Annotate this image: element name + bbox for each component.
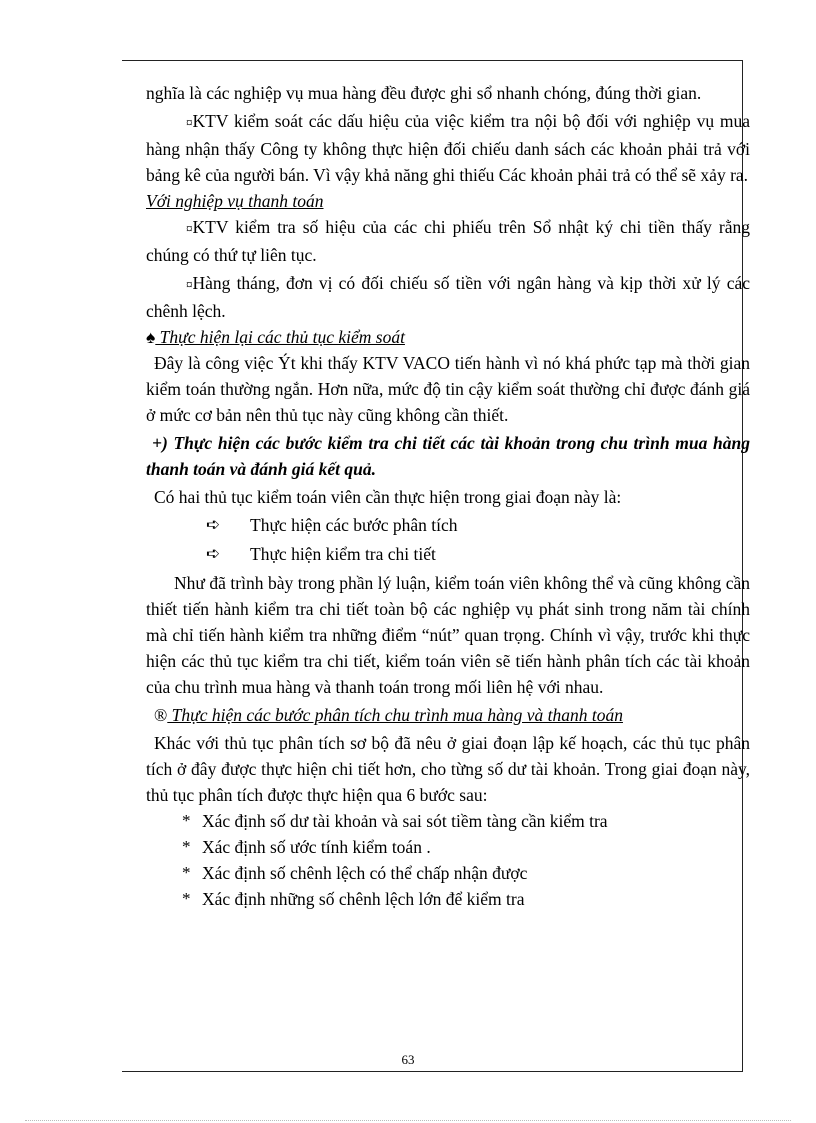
paragraph-cheque-check: ¤KTV kiểm tra số hiệu của các chi phiếu trên Sổ nhật ký chi tiền thấy rằng chúng có thứ tự liên tục.: [146, 217, 750, 265]
arrow-icon: ➪: [206, 543, 221, 563]
asterisk-icon: *: [182, 863, 191, 882]
asterisk-icon: *: [182, 837, 191, 856]
list-item: * Xác định số ước tính kiểm toán .: [146, 834, 750, 860]
bullet-icon: ¤: [186, 221, 193, 236]
bullet-icon: ¤: [186, 277, 193, 292]
list-item: * Xác định những số chênh lệch lớn để kiểm tra: [146, 886, 750, 912]
asterisk-icon: *: [182, 889, 191, 908]
paragraph-analysis-steps: Khác với thủ tục phân tích sơ bộ đã nêu ở giai đoạn lập kế hoạch, các thủ tục phân tích ở đây được thực hiện chi tiết hơn, cho từng số dư tài khoản. Trong giai đoạn này, thủ tục phân tích được thực hiện qua 6 bước sau:: [146, 733, 750, 805]
arrow-icon: ➪: [206, 514, 221, 534]
paragraph-continuation: nghĩa là các nghiệp vụ mua hàng đều được ghi sổ nhanh chóng, đúng thời gian.: [146, 83, 702, 103]
paragraph-redo-explanation: Đây là công việc Ýt khi thấy KTV VACO tiến hành vì nó khá phức tạp mà thời gian kiểm toán thường ngắn. Hơn nữa, mức độ tin cậy kiểm soát thường chỉ được đánh giá ở mức cơ bản nên thủ tục này cũng không cần thiết.: [146, 353, 750, 425]
list-item: ➪ Thực hiện kiểm tra chi tiết: [146, 539, 750, 568]
heading-payment: Với nghiệp vụ thanh toán: [146, 191, 324, 211]
list-item: ➪ Thực hiện các bước phân tích: [146, 510, 750, 539]
asterisk-icon: *: [182, 811, 191, 830]
bullet-icon: ¤: [186, 115, 193, 130]
paragraph-two-procedures: Có hai thủ tục kiểm toán viên cần thực hiện trong giai đoạn này là:: [154, 487, 622, 507]
heading-detail-tests: +) Thực hiện các bước kiểm tra chi tiết các tài khoản trong chu trình mua hàng thanh toán và đánh giá kết quả.: [146, 433, 750, 479]
registered-icon: ®: [154, 705, 168, 725]
paragraph-control-signs: ¤KTV kiểm soát các dấu hiệu của việc kiểm tra nội bộ đối với nghiệp vụ mua hàng nhận thấy Công ty không thực hiện đối chiếu danh sách các khoản phải trả với bảng kê của người bán. Vì vậy khả năng ghi thiếu Các khoản phải trả có thể sẽ xảy ra.: [146, 111, 750, 185]
list-item: * Xác định số dư tài khoản và sai sót tiềm tàng cần kiểm tra: [146, 808, 750, 834]
paragraph-bank-reconcile: ¤Hàng tháng, đơn vị có đối chiếu số tiền với ngân hàng và kịp thời xử lý các chênh lệch.: [146, 273, 750, 321]
document-body: [146, 80, 750, 912]
heading-redo-controls: ♠ Thực hiện lại các thủ tục kiểm soát: [146, 327, 405, 347]
heading-analysis: ® Thực hiện các bước phân tích chu trình mua hàng và thanh toán: [154, 705, 623, 725]
spade-icon: ♠: [146, 327, 156, 347]
paragraph-theory: Như đã trình bày trong phần lý luận, kiểm toán viên không thể và cũng không cần thiết tiến hành kiểm tra chi tiết toàn bộ các nghiệp vụ phát sinh trong năm tài chính mà chỉ tiến hành kiểm tra những điểm “nút” quan trọng. Chính vì vậy, trước khi thực hiện các thủ tục kiểm tra chi tiết, kiểm toán viên sẽ tiến hành phân tích các tài khoản của chu trình mua hàng và thanh toán trong mối liên hệ với nhau.: [146, 573, 750, 697]
list-item: * Xác định số chênh lệch có thể chấp nhận được: [146, 860, 750, 886]
page-divider: [25, 1120, 791, 1121]
page-number: 63: [401, 1052, 415, 1067]
